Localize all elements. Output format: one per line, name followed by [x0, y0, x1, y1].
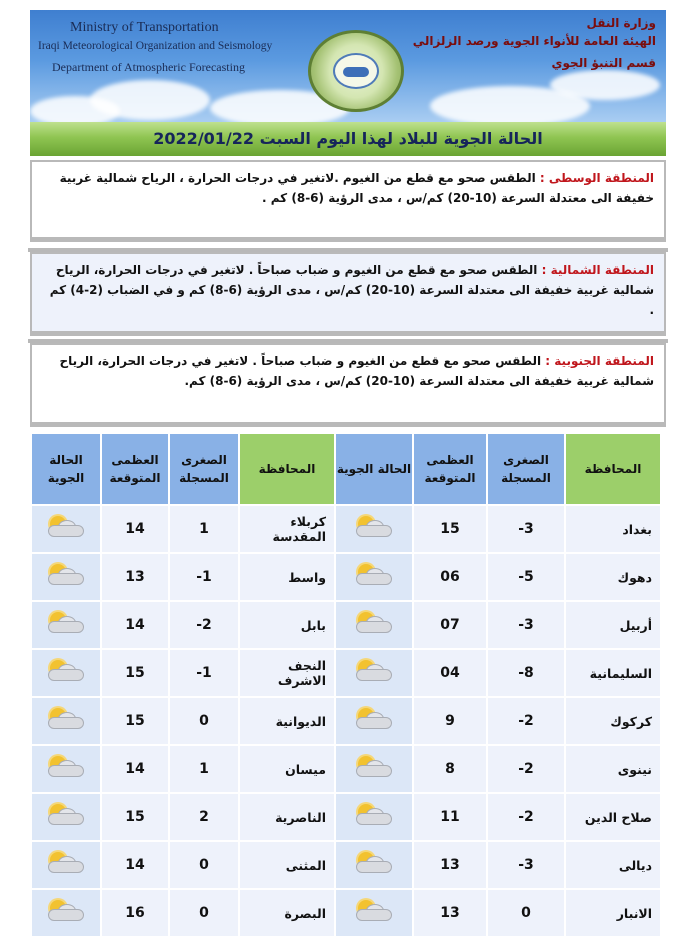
province-name-cell: ديالى — [565, 841, 661, 889]
table-row — [31, 793, 661, 841]
table-row — [31, 601, 661, 649]
region-name: المنطقة الوسطى : — [539, 171, 654, 185]
province-name-cell: كركوك — [565, 697, 661, 745]
table-row — [31, 553, 661, 601]
min-temp-cell: -3 — [487, 505, 565, 553]
page-title: الحالة الجوية للبلاد لهذا اليوم السبت 2022/01/22 — [30, 122, 666, 156]
department-name-en: Department of Atmospheric Forecasting — [52, 60, 245, 74]
weather-cell — [335, 889, 413, 937]
header-banner — [30, 10, 666, 122]
min-temp-cell: 0 — [487, 889, 565, 937]
max-temp-cell: 14 — [101, 505, 169, 553]
organization-name-ar: الهيئة العامة للأنواء الجوية ورصد الزلزالي — [412, 34, 656, 48]
department-name-ar: قسم التنبؤ الجوي — [551, 56, 656, 70]
table-header-row — [31, 433, 661, 505]
col-header-min: الصغرى المسجلة — [487, 433, 565, 505]
partly-cloudy-icon — [46, 516, 86, 538]
max-temp-cell: 07 — [413, 601, 487, 649]
province-name-cell: دهوك — [565, 553, 661, 601]
ministry-name-ar: وزارة النقل — [586, 16, 656, 30]
partly-cloudy-icon — [46, 564, 86, 586]
province-name-cell: كربلاء المقدسة — [239, 505, 335, 553]
max-temp-cell: 13 — [413, 889, 487, 937]
min-temp-cell: -8 — [487, 649, 565, 697]
partly-cloudy-icon — [354, 804, 394, 826]
max-temp-cell: 8 — [413, 745, 487, 793]
max-temp-cell: 14 — [101, 745, 169, 793]
max-temp-cell: 13 — [101, 553, 169, 601]
weather-cell — [335, 841, 413, 889]
partly-cloudy-icon — [354, 900, 394, 922]
partly-cloudy-icon — [46, 660, 86, 682]
max-temp-cell: 04 — [413, 649, 487, 697]
weather-cell — [335, 553, 413, 601]
col-header-max: العظمى المتوقعة — [101, 433, 169, 505]
weather-cell — [31, 793, 101, 841]
max-temp-cell: 16 — [101, 889, 169, 937]
min-temp-cell: -2 — [487, 793, 565, 841]
province-name-cell: النجف الاشرف — [239, 649, 335, 697]
province-name-cell: الناصرية — [239, 793, 335, 841]
weather-cell — [31, 505, 101, 553]
partly-cloudy-icon — [46, 756, 86, 778]
province-name-cell: نينوى — [565, 745, 661, 793]
min-temp-cell: -3 — [487, 841, 565, 889]
min-temp-cell: -1 — [169, 553, 239, 601]
max-temp-cell: 06 — [413, 553, 487, 601]
weather-cell — [335, 793, 413, 841]
forecast-table — [30, 432, 662, 937]
province-name-cell: المثنى — [239, 841, 335, 889]
table-row — [31, 505, 661, 553]
province-name-cell: بغداد — [565, 505, 661, 553]
max-temp-cell: 15 — [413, 505, 487, 553]
weather-cell — [335, 697, 413, 745]
partly-cloudy-icon — [354, 708, 394, 730]
province-name-cell: صلاح الدين — [565, 793, 661, 841]
weather-cell — [335, 649, 413, 697]
region-central — [30, 160, 666, 242]
province-name-cell: البصرة — [239, 889, 335, 937]
province-name-cell: السليمانية — [565, 649, 661, 697]
min-temp-cell: -2 — [487, 697, 565, 745]
col-header-province: المحافظة — [565, 433, 661, 505]
col-header-max: العظمى المتوقعة — [413, 433, 487, 505]
organization-logo — [308, 30, 404, 112]
region-forecast-text: الطقس صحو مع قطع من الغيوم و ضباب صباحاً . لاتغير في درجات الحرارة، الرياح شمالية غربية خفيفة الى معتدلة السرعة (10-20) كم/س ، مدى الرؤية (6-8) كم و في الضباب (2-4) كم . — [49, 263, 654, 317]
partly-cloudy-icon — [354, 564, 394, 586]
province-name-cell: واسط — [239, 553, 335, 601]
weather-cell — [31, 889, 101, 937]
min-temp-cell: 1 — [169, 505, 239, 553]
province-name-cell: الانبار — [565, 889, 661, 937]
table-row — [31, 745, 661, 793]
max-temp-cell: 15 — [101, 697, 169, 745]
table-row — [31, 697, 661, 745]
weather-cell — [335, 601, 413, 649]
min-temp-cell: 0 — [169, 889, 239, 937]
weather-cell — [335, 745, 413, 793]
col-header-province: المحافظة — [239, 433, 335, 505]
max-temp-cell: 9 — [413, 697, 487, 745]
ministry-name-en: Ministry of Transportation — [70, 20, 219, 35]
min-temp-cell: 0 — [169, 697, 239, 745]
organization-name-en: Iraqi Meteorological Organization and Seismology — [38, 40, 273, 52]
min-temp-cell: -3 — [487, 601, 565, 649]
partly-cloudy-icon — [46, 708, 86, 730]
min-temp-cell: 0 — [169, 841, 239, 889]
region-north — [30, 252, 666, 336]
table-row — [31, 889, 661, 937]
weather-cell — [31, 841, 101, 889]
partly-cloudy-icon — [46, 900, 86, 922]
max-temp-cell: 15 — [101, 649, 169, 697]
region-forecast-text: الطقس صحو مع قطع من الغيوم و ضباب صباحاً . لاتغير في درجات الحرارة، الرياح شمالية غربية خفيفة الى معتدلة السرعة (10-20) كم/س ، مدى الرؤية (6-8) كم. — [59, 354, 654, 388]
weather-cell — [31, 697, 101, 745]
max-temp-cell: 15 — [101, 793, 169, 841]
max-temp-cell: 11 — [413, 793, 487, 841]
partly-cloudy-icon — [354, 660, 394, 682]
min-temp-cell: -1 — [169, 649, 239, 697]
weather-cell — [335, 505, 413, 553]
province-name-cell: ميسان — [239, 745, 335, 793]
partly-cloudy-icon — [46, 612, 86, 634]
table-row — [31, 649, 661, 697]
min-temp-cell: 2 — [169, 793, 239, 841]
min-temp-cell: 1 — [169, 745, 239, 793]
table-row — [31, 841, 661, 889]
col-header-min: الصغرى المسجلة — [169, 433, 239, 505]
partly-cloudy-icon — [354, 852, 394, 874]
weather-cell — [31, 601, 101, 649]
max-temp-cell: 14 — [101, 841, 169, 889]
province-name-cell: أربيل — [565, 601, 661, 649]
region-name: المنطقة الشمالية : — [541, 263, 654, 277]
partly-cloudy-icon — [354, 756, 394, 778]
province-name-cell: الديوانية — [239, 697, 335, 745]
region-forecast-text: الطقس صحو مع قطع من الغيوم .لاتغير في درجات الحرارة ، الرياح شمالية غربية خفيفة الى معتدلة السرعة (10-20) كم/س ، مدى الرؤية (6-8) كم . — [59, 171, 654, 205]
weather-cell — [31, 745, 101, 793]
region-south — [30, 343, 666, 427]
partly-cloudy-icon — [354, 516, 394, 538]
partly-cloudy-icon — [46, 804, 86, 826]
col-header-weather: الحالة الجوية — [335, 433, 413, 505]
max-temp-cell: 13 — [413, 841, 487, 889]
weather-cell — [31, 553, 101, 601]
min-temp-cell: -2 — [487, 745, 565, 793]
max-temp-cell: 14 — [101, 601, 169, 649]
min-temp-cell: -2 — [169, 601, 239, 649]
col-header-weather: الحالة الجوية — [31, 433, 101, 505]
province-name-cell: بابل — [239, 601, 335, 649]
weather-cell — [31, 649, 101, 697]
partly-cloudy-icon — [46, 852, 86, 874]
partly-cloudy-icon — [354, 612, 394, 634]
region-name: المنطقة الجنوبية : — [545, 354, 654, 368]
min-temp-cell: -5 — [487, 553, 565, 601]
